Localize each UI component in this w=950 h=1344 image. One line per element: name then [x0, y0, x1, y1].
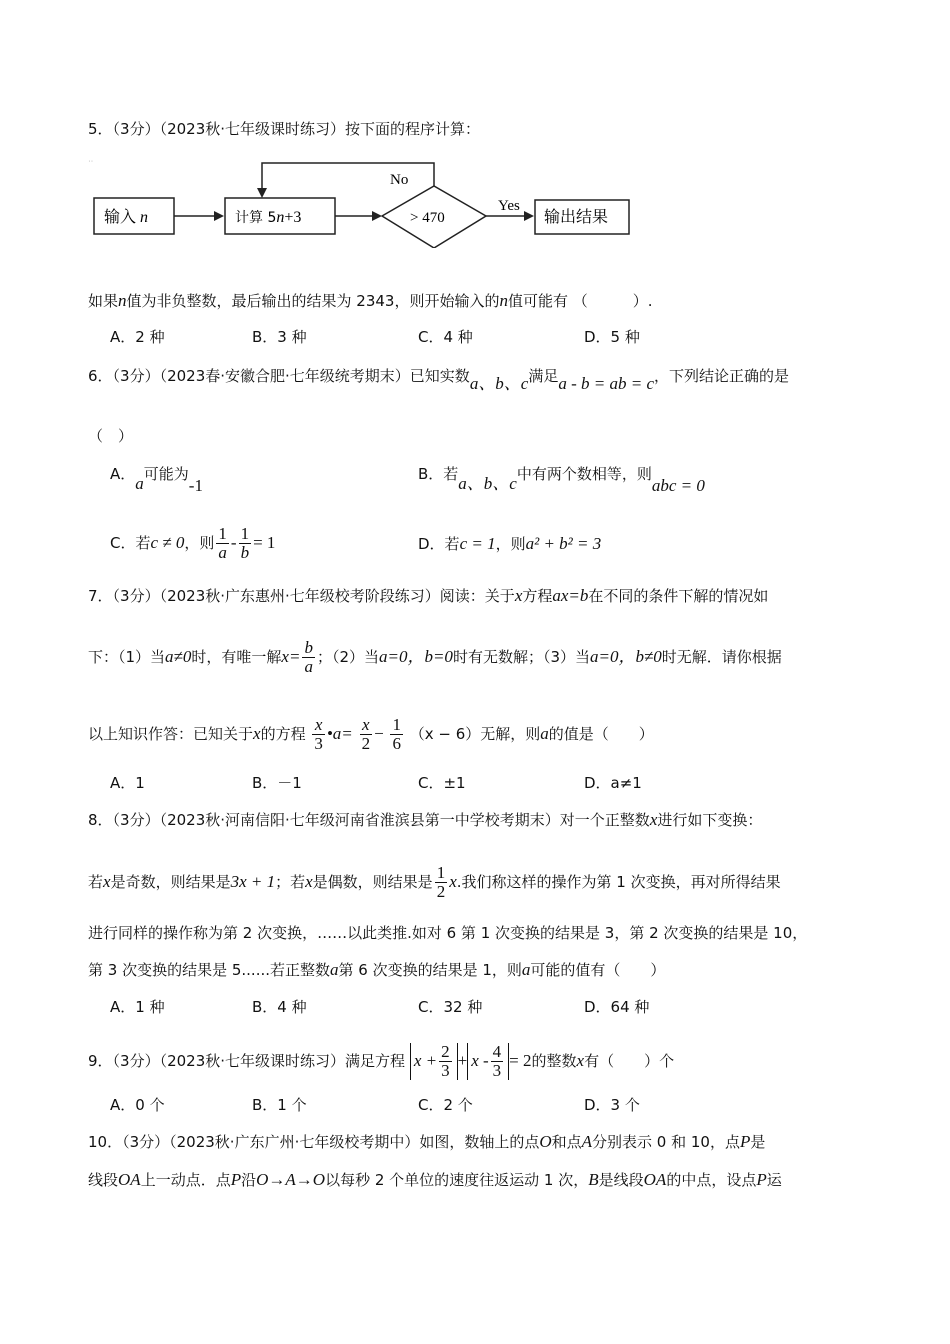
q10-line1: 10．（3分）（2023秋·广东广州·七年级校考期中）如图，数轴上的点O和点A分别表示 0 和 10，点P是 [88, 1132, 766, 1151]
stray-mark: ˙˙ [88, 159, 94, 168]
q6-paren: （ ） [88, 427, 134, 445]
q7-option-d[interactable]: D．a≠1 [584, 774, 642, 792]
flow-input-label: 输入 n [104, 207, 149, 226]
q6-option-d[interactable]: D．若c = 1，则a² + b² = 3 [418, 534, 602, 553]
flow-arrowhead-1 [214, 211, 224, 221]
q8-line2: 若x是奇数，则结果是3x + 1；若x是偶数，则结果是 $\frac{1}{2}$ x.我们称这样的操作为第 1 次变换，再对所得结果 [88, 863, 781, 901]
q8-line4: 第 3 次变换的结果是 5......若正整数a第 6 次变换的结果是 1，则a可能的值有（ ） [88, 960, 666, 979]
q7-header: 7．（3分）（2023秋·广东惠州·七年级校考阶段练习）阅读：关于x方程ax=b在不同的条件下解的情况如 [88, 586, 769, 605]
flow-decision-label: > 470 [410, 210, 445, 226]
q6-header: 6．（3分）（2023春·安徽合肥·七年级统考期末）已知实数a、b、c满足a - b = ab = c，下列结论正确的是 [88, 367, 790, 393]
flow-arrowhead-3 [524, 211, 534, 221]
q6-option-a[interactable]: A．a可能为-1 [110, 465, 203, 495]
flow-arrowhead-2 [372, 211, 382, 221]
q8-option-a[interactable]: A．1 种 [110, 998, 165, 1016]
q9-abs-2: x - $\frac{4}{3}$ [467, 1043, 509, 1080]
flow-calc-label: 计算 5n+3 [235, 209, 302, 226]
q5-header: 5．（3分）（2023秋·七年级课时练习）按下面的程序计算： [88, 120, 481, 138]
q5-flowchart [88, 158, 648, 248]
q9-option-b[interactable]: B．1 个 [252, 1096, 307, 1114]
q9-header: 9．（3分）（2023秋·七年级课时练习）满足方程 x + $\frac{2}{3}$ + x - $\frac{4}{3}$ = 2的整数x有（ ）个 [88, 1042, 675, 1080]
q7-line3: 以上知识作答：已知关于x的方程 $\frac{x}{3}$ •a= $\frac{x}{2}$ − $\frac{1}{6}$ （x − 6）无解，则a的值是（ ） [88, 715, 654, 753]
q5-option-c[interactable]: C．4 种 [418, 328, 473, 346]
flow-no-label: No [390, 172, 409, 188]
q8-line3: 进行同样的操作称为第 2 次变换，……以此类推.如对 6 第 1 次变换的结果是 3，第 2 次变换的结果是 10， [88, 924, 808, 942]
q8-option-d[interactable]: D．64 种 [584, 998, 650, 1016]
flow-output-label: 输出结果 [544, 207, 609, 226]
q5-body: 如果n值为非负整数，最后输出的结果为 2343，则开始输入的n值可能有 （ ）. [88, 291, 653, 310]
q10-line2: 线段OA上一动点．点P沿O→A→O以每秒 2 个单位的速度往返运动 1 次，B是线段OA的中点，设点P运 [88, 1170, 782, 1189]
q5-option-b[interactable]: B．3 种 [252, 328, 307, 346]
q7-option-a[interactable]: A．1 [110, 774, 145, 792]
q6-option-b[interactable]: B．若a、b、c中有两个数相等，则abc = 0 [418, 465, 705, 495]
q7-line2: 下：（1）当a≠0时，有唯一解x= $\frac{b}{a}$ ；（2）当a=0，b=0时有无数解；（3）当a=0，b≠0时无解．请你根据 [88, 638, 782, 676]
q9-abs-1: x + $\frac{2}{3}$ [410, 1043, 458, 1080]
q8-option-b[interactable]: B．4 种 [252, 998, 307, 1016]
q9-option-a[interactable]: A．0 个 [110, 1096, 165, 1114]
q9-option-c[interactable]: C．2 个 [418, 1096, 473, 1114]
q8-option-c[interactable]: C．32 种 [418, 998, 483, 1016]
flow-loop-arrowhead [257, 188, 267, 198]
flow-yes-label: Yes [498, 198, 520, 214]
q9-option-d[interactable]: D．3 个 [584, 1096, 640, 1114]
q7-option-b[interactable]: B．－1 [252, 774, 302, 792]
q8-header: 8．（3分）（2023秋·河南信阳·七年级河南省淮滨县第一中学校考期末）对一个正整数x进行如下变换： [88, 810, 763, 829]
q5-option-d[interactable]: D．5 种 [584, 328, 640, 346]
q7-option-c[interactable]: C．±1 [418, 774, 466, 792]
q5-option-a[interactable]: A．2 种 [110, 328, 165, 346]
q6-option-c[interactable]: C．若c ≠ 0，则 $\frac{1}{a}$ - $\frac{1}{b}$ = 1 [110, 524, 276, 562]
